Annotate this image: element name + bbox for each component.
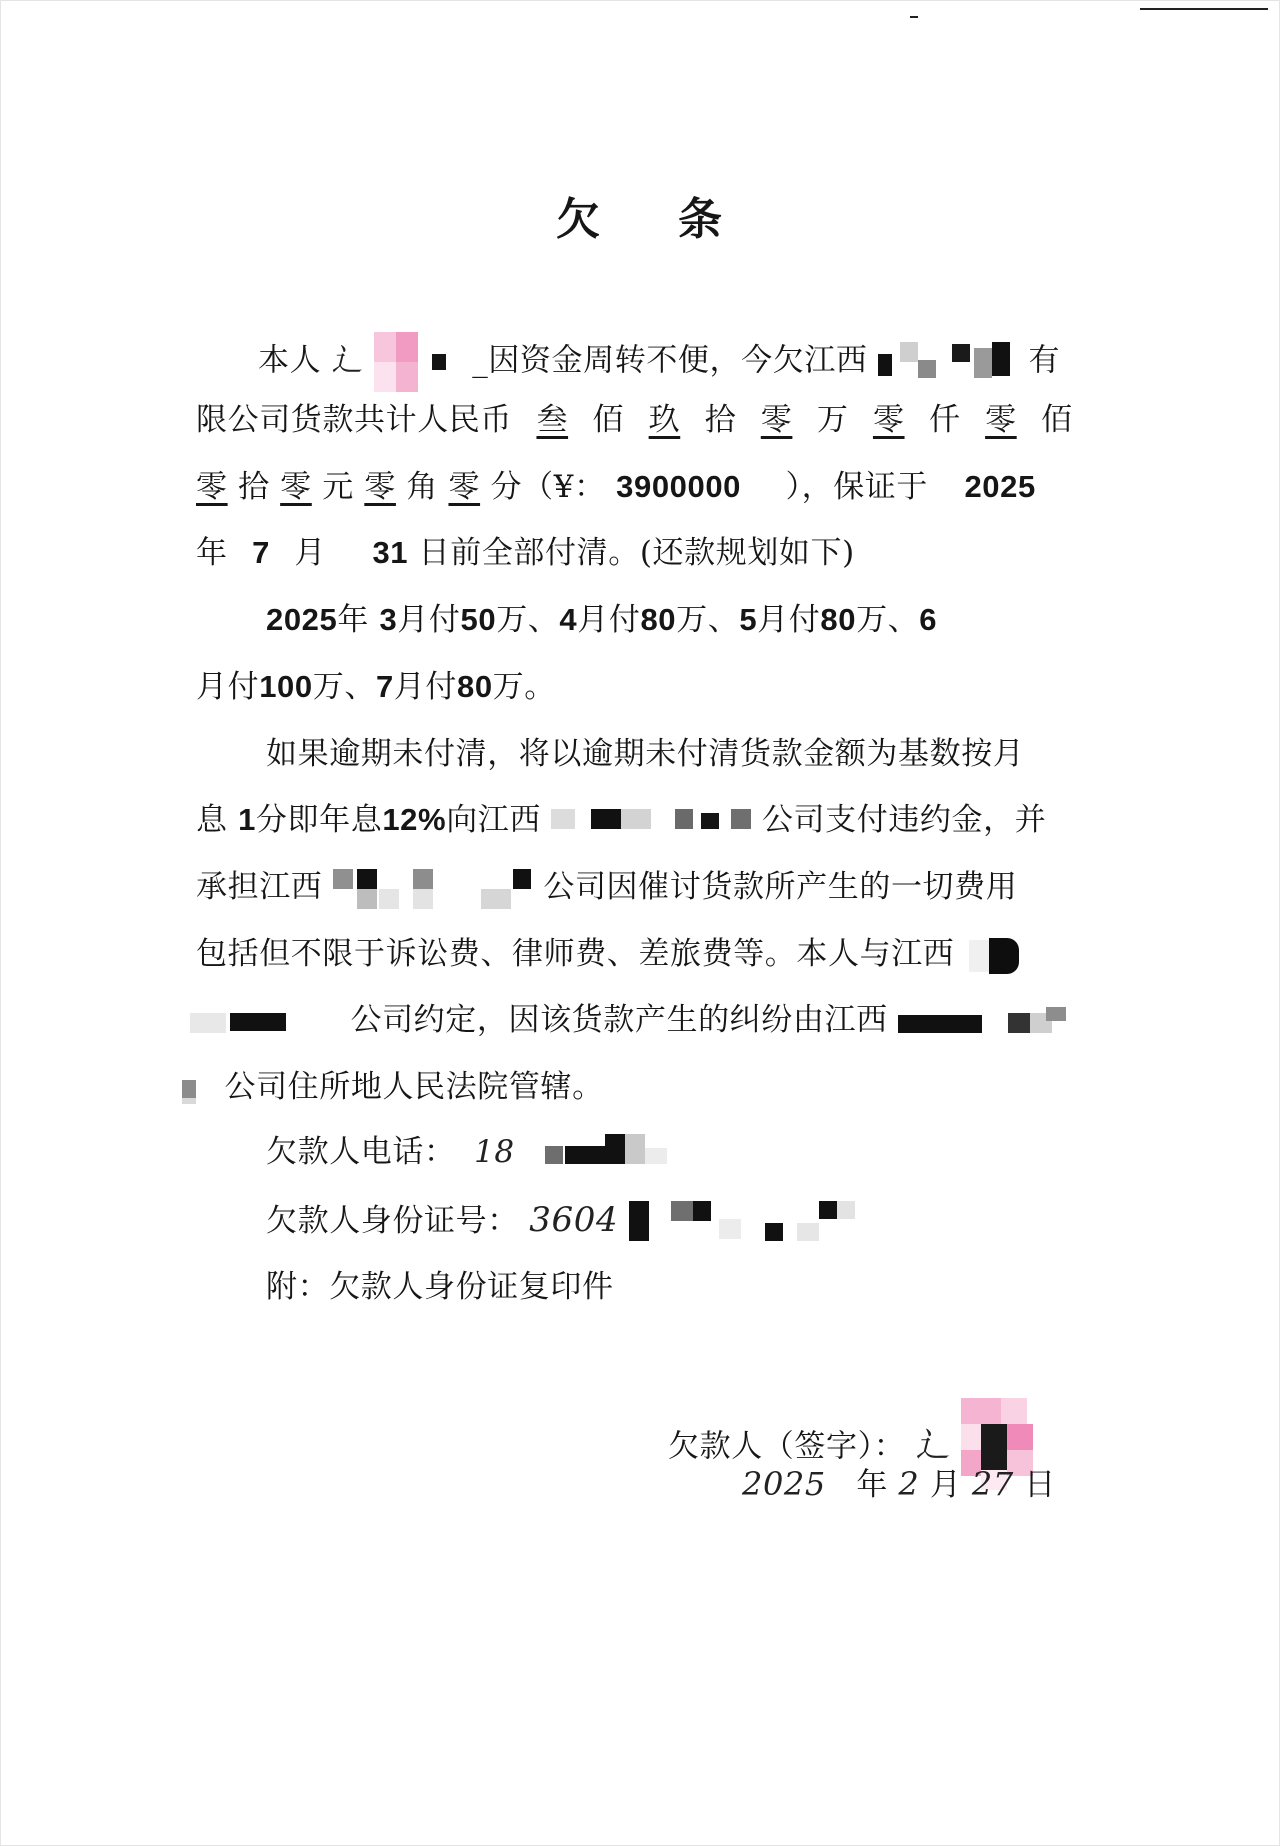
text-you: 有 — [1028, 342, 1061, 379]
scan-edge-mark — [1140, 8, 1268, 10]
plan-month-1: 3 — [379, 602, 398, 637]
para3-text: 分即年息 — [255, 802, 383, 838]
unit-bai-2: 佰 — [1041, 402, 1073, 438]
plan-text: 月付 — [757, 602, 821, 638]
unit-wan: 万 — [816, 402, 849, 438]
interest-rate-annual: 12% — [382, 802, 447, 837]
sign-month-label: 月 — [929, 1467, 962, 1503]
plan-amount-1: 50 — [460, 602, 497, 637]
redacted-company-name — [180, 1074, 214, 1104]
para1-line-2 — [0, 398, 1280, 442]
amount-digit-ling-3: 零 — [985, 402, 1017, 438]
para3-line-5 — [0, 998, 1280, 1042]
plan-text: 万。 — [492, 669, 556, 705]
para1-line-4 — [0, 531, 1280, 575]
para3-text: 向江西 — [446, 802, 541, 838]
redacted-debtor-name — [374, 332, 462, 392]
unit-shi: 拾 — [704, 402, 737, 438]
para3-text: 承担江西 — [196, 869, 323, 905]
sign-year: 2025 — [742, 1465, 826, 1503]
plan-line-1 — [0, 598, 1280, 642]
sign-day-label: 日 — [1024, 1467, 1056, 1503]
amount-digit-ling-7: 零 — [448, 469, 481, 505]
para3-line-2 — [0, 798, 1280, 842]
scan-edge-mark-small — [910, 16, 918, 18]
amount-digit-ling-2: 零 — [872, 402, 905, 438]
para3-text: 公司因催讨货款所产生的一切费用 — [543, 869, 1018, 905]
attachment-text: 附：欠款人身份证复印件 — [266, 1269, 614, 1305]
para3-text: 公司支付违约金，并 — [761, 802, 1047, 838]
para3-text: 息 — [196, 802, 228, 838]
interest-rate-monthly: 1 — [238, 802, 256, 837]
plan-month-3: 5 — [739, 602, 758, 637]
amount-digit-jiu: 玖 — [648, 402, 681, 438]
plan-text: 万、 — [676, 602, 740, 638]
unit-yuan: 元 — [322, 469, 354, 505]
redacted-company-name — [878, 342, 1018, 382]
unit-bai: 佰 — [592, 402, 625, 438]
amount-digit-ling-5: 零 — [280, 469, 312, 505]
redacted-company-name — [190, 1007, 340, 1037]
plan-line-2 — [0, 665, 1280, 709]
date-line — [0, 1462, 1280, 1507]
amount-digit-san: 叁 — [536, 402, 569, 438]
unit-fen: 分（¥： — [490, 469, 606, 505]
redacted-court-name — [898, 1007, 1068, 1037]
id-number-line — [0, 1198, 1280, 1245]
text-pay-all: 日前全部付清。(还款规划如下) — [418, 535, 855, 571]
unit-shi-2: 拾 — [238, 469, 270, 505]
id-number-handwritten: 3604 — [529, 1200, 619, 1240]
redacted-id-number — [629, 1201, 869, 1245]
text-benren: 本人 — [258, 342, 322, 379]
text-nian: 年 — [196, 535, 228, 571]
redacted-company-name — [551, 805, 751, 839]
document-title — [0, 190, 1280, 250]
plan-year: 2025 — [266, 602, 338, 637]
phone-number-handwritten: 18 — [474, 1134, 515, 1170]
plan-month-5: 7 — [375, 669, 394, 704]
handwritten-signature: 辶 — [915, 1425, 951, 1466]
unit-qian: 仟 — [929, 402, 961, 438]
para1-line-1 — [0, 332, 1280, 392]
redacted-company-name — [965, 936, 1025, 976]
redacted-phone-number — [545, 1132, 695, 1176]
plan-amount-3: 80 — [820, 602, 857, 637]
title-char-1: 欠 — [556, 194, 602, 245]
para3-text: 公司约定，因该货款产生的纠纷由江西 — [350, 1002, 888, 1038]
id-number-label: 欠款人身份证号： — [266, 1203, 519, 1239]
amount-digit-ling-1: 零 — [760, 402, 793, 438]
plan-month-4: 6 — [919, 602, 938, 637]
debtor-name-handwritten: 辶 — [331, 342, 364, 379]
title-char-2: 条 — [678, 194, 724, 245]
signature-label: 欠款人（签字）： — [668, 1428, 906, 1465]
plan-amount-2: 80 — [640, 602, 677, 637]
para3-line-4 — [0, 932, 1280, 976]
para3-line-6 — [0, 1065, 1280, 1109]
plan-text: 万、 — [856, 602, 920, 638]
sign-month: 2 — [898, 1465, 920, 1503]
plan-text: 年 — [337, 602, 369, 638]
due-month: 7 — [252, 535, 270, 570]
plan-month-2: 4 — [559, 602, 578, 637]
plan-text: 月付 — [577, 602, 641, 638]
text-yue: 月 — [294, 535, 326, 571]
redacted-company-name — [333, 867, 533, 911]
attachment-line — [0, 1265, 1280, 1309]
phone-label: 欠款人电话： — [266, 1134, 456, 1170]
unit-jiao: 角 — [406, 469, 438, 505]
plan-text: 月付 — [196, 669, 260, 705]
amount-digit-ling-6: 零 — [364, 469, 396, 505]
plan-text: 万、 — [496, 602, 560, 638]
para3-text-1: 如果逾期未付清，将以逾期未付清货款金额为基数按月 — [266, 736, 1025, 772]
para3-text: 包括但不限于诉讼费、律师费、差旅费等。本人与江西 — [196, 936, 955, 972]
text-rmb-total: 限公司货款共计人民币 — [196, 402, 512, 438]
para3-line-3 — [0, 865, 1280, 911]
para1-line-3 — [0, 465, 1280, 509]
para3-text: 公司住所地人民法院管辖。 — [224, 1069, 604, 1105]
due-day: 31 — [372, 535, 409, 570]
due-year: 2025 — [964, 469, 1036, 504]
plan-text: 万、 — [312, 669, 376, 705]
amount-digit-ling-4: 零 — [196, 469, 228, 505]
text-guarantee: ），保证于 — [785, 469, 928, 505]
plan-text: 月付 — [393, 669, 457, 705]
plan-amount-5: 80 — [456, 669, 493, 704]
plan-text: 月付 — [397, 602, 461, 638]
phone-line — [0, 1130, 1280, 1176]
sign-day: 27 — [971, 1465, 1014, 1503]
text-reason: _因资金周转不便，今欠江西 — [472, 342, 868, 379]
para3-line-1 — [0, 732, 1280, 776]
amount-figure: 3900000 — [616, 469, 742, 504]
plan-amount-4: 100 — [259, 669, 313, 704]
sign-year-label: 年 — [856, 1467, 888, 1503]
